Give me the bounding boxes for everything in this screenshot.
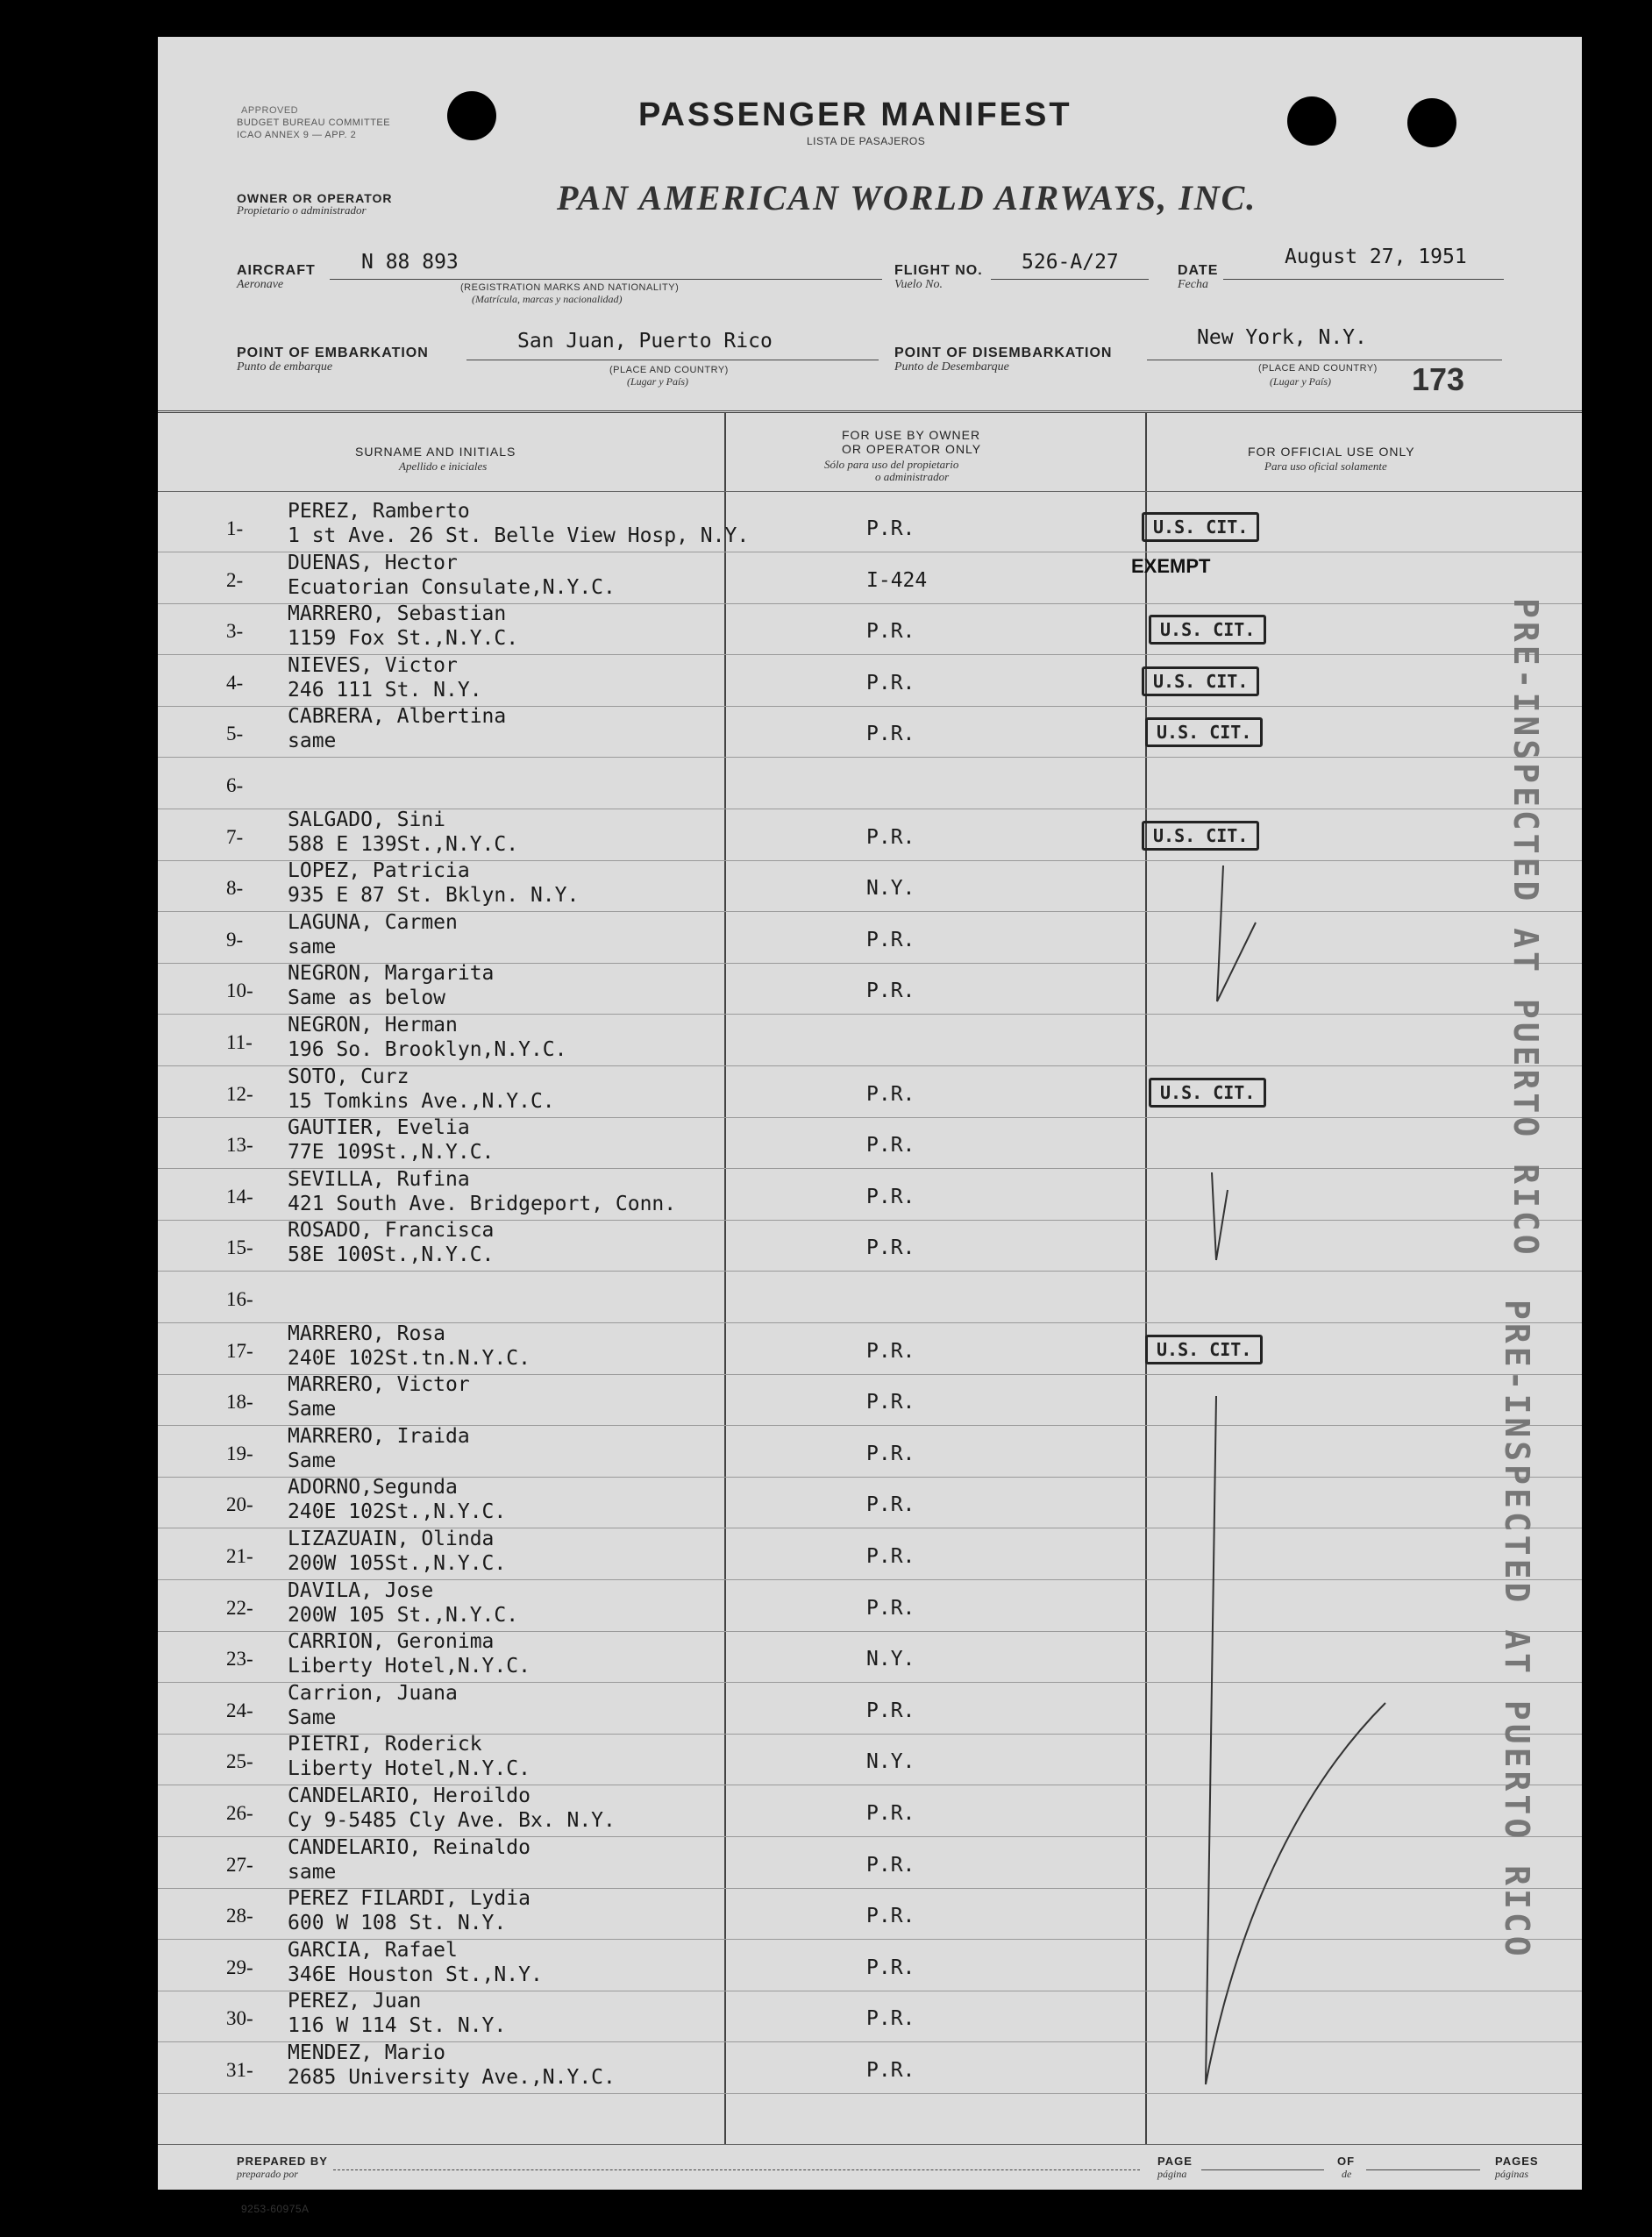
manifest-sheet xyxy=(158,37,1582,2215)
row-number: 31- xyxy=(226,2059,253,2081)
passenger-address: 2685 University Ave.,N.Y.C. xyxy=(288,2066,616,2089)
passenger-address: Same xyxy=(288,1706,337,1729)
passenger-name: LIZAZUAIN, Olinda xyxy=(288,1528,495,1550)
passenger-name: LOPEZ, Patricia xyxy=(288,859,470,882)
prepared-underline xyxy=(333,2169,1140,2170)
passenger-address: 346E Houston St.,N.Y. xyxy=(288,1963,543,1986)
check-mark-2 xyxy=(1212,1172,1228,1260)
operator-code: P.R. xyxy=(866,1956,915,1979)
approval-line-1: APPROVED xyxy=(241,105,299,116)
flight-sub: Vuelo No. xyxy=(894,278,943,291)
operator-code: P.R. xyxy=(866,672,915,695)
embark-place-note-1: (PLACE AND COUNTRY) xyxy=(609,365,729,375)
us-citizen-stamp: U.S. CIT. xyxy=(1149,615,1266,645)
passenger-address: 1 st Ave. 26 St. Belle View Hosp, N.Y. xyxy=(288,524,750,547)
row-number: 24- xyxy=(226,1699,253,1721)
row-number: 22- xyxy=(226,1597,253,1619)
page-underline xyxy=(1201,2169,1324,2170)
operator-code: I-424 xyxy=(866,569,928,592)
owner-label: OWNER OR OPERATOR xyxy=(237,191,393,205)
passenger-name: PIETRI, Roderick xyxy=(288,1733,482,1756)
col-header-operator-1: FOR USE BY OWNER xyxy=(842,428,981,442)
passenger-name: CANDELARIO, Reinaldo xyxy=(288,1836,530,1859)
row-number: 2- xyxy=(226,569,244,591)
exempt-stamp: EXEMPT xyxy=(1131,555,1211,577)
operator-code: P.R. xyxy=(866,1802,915,1825)
page-sub: página xyxy=(1157,2168,1187,2180)
passenger-name: DUENAS, Hector xyxy=(288,552,458,574)
operator-code: N.Y. xyxy=(866,1750,915,1773)
disembarkation-sub: Punto de Desembarque xyxy=(894,360,1009,374)
date-sub: Fecha xyxy=(1178,278,1208,291)
row-number: 30- xyxy=(226,2007,253,2029)
col-header-operator-sub-1: Sólo para uso del propietario xyxy=(824,458,959,471)
col-header-operator-sub-2: o administrador xyxy=(875,470,950,483)
col-header-official: FOR OFFICIAL USE ONLY xyxy=(1248,445,1415,459)
disembark-place-note-1: (PLACE AND COUNTRY) xyxy=(1258,363,1378,374)
passenger-address: Cy 9-5485 Cly Ave. Bx. N.Y. xyxy=(288,1809,616,1832)
operator-code: P.R. xyxy=(866,929,915,951)
us-citizen-stamp: U.S. CIT. xyxy=(1149,1078,1266,1108)
col-header-official-sub: Para uso oficial solamente xyxy=(1264,460,1387,473)
operator-code: P.R. xyxy=(866,1083,915,1106)
operator-code: P.R. xyxy=(866,2059,915,2082)
row-number: 29- xyxy=(226,1956,253,1978)
passenger-name: SEVILLA, Rufina xyxy=(288,1168,470,1191)
check-marks xyxy=(158,37,1582,2190)
passenger-address: 1159 Fox St.,N.Y.C. xyxy=(288,627,519,650)
operator-code: P.R. xyxy=(866,1186,915,1208)
table-bottom-rule xyxy=(158,2144,1582,2145)
of-sub: de xyxy=(1342,2168,1352,2180)
aircraft-label: AIRCRAFT xyxy=(237,263,316,278)
embarkation-value: San Juan, Puerto Rico xyxy=(517,330,773,353)
row-number: 23- xyxy=(226,1648,253,1670)
row-number: 19- xyxy=(226,1443,253,1464)
operator-code: P.R. xyxy=(866,1443,915,1465)
page-title-sub: LISTA DE PASAJEROS xyxy=(807,135,926,147)
passenger-address: 58E 100St.,N.Y.C. xyxy=(288,1243,495,1266)
passenger-address: same xyxy=(288,1861,337,1884)
row-number: 27- xyxy=(226,1854,253,1876)
us-citizen-stamp: U.S. CIT. xyxy=(1142,821,1259,851)
passenger-name: NEGRON, Margarita xyxy=(288,962,495,985)
aircraft-value: N 88 893 xyxy=(361,251,459,274)
passenger-address: 15 Tomkins Ave.,N.Y.C. xyxy=(288,1090,555,1113)
row-number: 15- xyxy=(226,1236,253,1258)
passenger-address: 588 E 139St.,N.Y.C. xyxy=(288,833,519,856)
row-number: 25- xyxy=(226,1750,253,1772)
sheet-number: 173 xyxy=(1412,361,1465,397)
operator-code: P.R. xyxy=(866,1340,915,1363)
passenger-name: DAVILA, Jose xyxy=(288,1579,434,1602)
row-number: 11- xyxy=(226,1031,253,1053)
operator-code: P.R. xyxy=(866,1597,915,1620)
row-number: 28- xyxy=(226,1905,253,1927)
row-number: 14- xyxy=(226,1186,253,1208)
pre-inspected-stamp-upper: PRE-INSPECTED AT PUERTO RICO xyxy=(1506,598,1545,1258)
passenger-address: 935 E 87 St. Bklyn. N.Y. xyxy=(288,884,580,907)
col-header-surname-sub: Apellido e iniciales xyxy=(399,460,488,473)
passenger-name: CARRION, Geronima xyxy=(288,1630,495,1653)
aircraft-note-1: (REGISTRATION MARKS AND NATIONALITY) xyxy=(460,282,680,293)
us-citizen-stamp: U.S. CIT. xyxy=(1145,717,1263,747)
passenger-name: Carrion, Juana xyxy=(288,1682,458,1705)
passenger-name: PEREZ, Ramberto xyxy=(288,500,470,523)
row-number: 10- xyxy=(226,980,253,1001)
passenger-name: MARRERO, Sebastian xyxy=(288,602,507,625)
passenger-name: NEGRON, Herman xyxy=(288,1014,458,1037)
disembark-place-note-2: (Lugar y País) xyxy=(1270,375,1331,388)
disembarkation-label: POINT OF DISEMBARKATION xyxy=(894,346,1113,360)
operator-code: P.R. xyxy=(866,826,915,849)
operator-code: P.R. xyxy=(866,1854,915,1877)
passenger-address: Same xyxy=(288,1450,337,1472)
aircraft-sub: Aeronave xyxy=(237,278,284,291)
prepared-label: PREPARED BY xyxy=(237,2155,328,2168)
row-number: 6- xyxy=(226,774,244,796)
operator-code: N.Y. xyxy=(866,1648,915,1671)
passenger-name: LAGUNA, Carmen xyxy=(288,911,458,934)
passenger-name: ROSADO, Francisca xyxy=(288,1219,495,1242)
row-number: 17- xyxy=(226,1340,253,1362)
approval-line-2: BUDGET BUREAU COMMITTEE xyxy=(237,118,391,128)
row-number: 13- xyxy=(226,1134,253,1156)
us-citizen-stamp: U.S. CIT. xyxy=(1145,1335,1263,1364)
passenger-address: 240E 102St.tn.N.Y.C. xyxy=(288,1347,530,1370)
form-number: 9253-60975A xyxy=(241,2203,310,2215)
of-label: OF xyxy=(1337,2155,1356,2168)
operator-code: P.R. xyxy=(866,1493,915,1516)
passenger-name: MARRERO, Iraida xyxy=(288,1425,470,1448)
row-number: 7- xyxy=(226,826,244,848)
passenger-name: MARRERO, Victor xyxy=(288,1373,470,1396)
prepared-sub: preparado por xyxy=(237,2168,298,2180)
embarkation-label: POINT OF EMBARKATION xyxy=(237,346,429,360)
passenger-address: 240E 102St.,N.Y.C. xyxy=(288,1500,507,1523)
operator-code: N.Y. xyxy=(866,877,915,900)
passenger-address: 200W 105St.,N.Y.C. xyxy=(288,1552,507,1575)
passenger-name: ADORNO,Segunda xyxy=(288,1476,458,1499)
col-header-surname: SURNAME AND INITIALS xyxy=(355,445,516,459)
check-mark-3 xyxy=(1206,1396,1385,2084)
of-underline xyxy=(1366,2169,1480,2170)
row-number: 12- xyxy=(226,1083,253,1105)
approval-line-3: ICAO ANNEX 9 — APP. 2 xyxy=(237,130,357,140)
passenger-name: NIEVES, Victor xyxy=(288,654,458,677)
punch-hole-left xyxy=(96,91,146,140)
passenger-name: PEREZ FILARDI, Lydia xyxy=(288,1887,530,1910)
row-number: 18- xyxy=(226,1391,253,1413)
passenger-address: Same as below xyxy=(288,987,446,1009)
operator-code: P.R. xyxy=(866,1134,915,1157)
us-citizen-stamp: U.S. CIT. xyxy=(1142,666,1259,696)
row-number: 4- xyxy=(226,672,244,694)
check-mark-1 xyxy=(1217,866,1256,1001)
passenger-name: PEREZ, Juan xyxy=(288,1990,422,2013)
owner-value: PAN AMERICAN WORLD AIRWAYS, INC. xyxy=(557,178,1257,217)
passenger-address: 421 South Ave. Bridgeport, Conn. xyxy=(288,1193,677,1215)
passenger-address: Liberty Hotel,N.Y.C. xyxy=(288,1655,530,1678)
passenger-address: Same xyxy=(288,1398,337,1421)
aircraft-note-2: (Matrícula, marcas y nacionalidad) xyxy=(472,293,623,305)
page-label: PAGE xyxy=(1157,2155,1193,2168)
date-value: August 27, 1951 xyxy=(1285,246,1467,268)
col-header-operator-2: OR OPERATOR ONLY xyxy=(842,442,982,456)
passenger-name: GARCIA, Rafael xyxy=(288,1939,458,1962)
passenger-address: 196 So. Brooklyn,N.Y.C. xyxy=(288,1038,567,1061)
passenger-address: same xyxy=(288,936,337,958)
passenger-name: MENDEZ, Mario xyxy=(288,2041,446,2064)
passenger-address: 77E 109St.,N.Y.C. xyxy=(288,1141,495,1164)
operator-code: P.R. xyxy=(866,1699,915,1722)
row-number: 9- xyxy=(226,929,244,951)
pages-label: PAGES xyxy=(1495,2155,1539,2168)
owner-sub: Propietario o administrador xyxy=(237,203,367,217)
page-title: PASSENGER MANIFEST xyxy=(638,96,1072,133)
passenger-name: CABRERA, Albertina xyxy=(288,705,507,728)
row-number: 8- xyxy=(226,877,244,899)
passenger-name: SALGADO, Sini xyxy=(288,809,446,831)
passenger-name: MARRERO, Rosa xyxy=(288,1322,446,1345)
row-number: 16- xyxy=(226,1288,253,1310)
passenger-address: 246 111 St. N.Y. xyxy=(288,679,482,702)
row-number: 5- xyxy=(226,723,244,744)
disembarkation-value: New York, N.Y. xyxy=(1197,326,1367,349)
passenger-name: GAUTIER, Evelia xyxy=(288,1116,470,1139)
embarkation-sub: Punto de embarque xyxy=(237,360,333,374)
row-number: 26- xyxy=(226,1802,253,1824)
passenger-address: same xyxy=(288,730,337,752)
operator-code: P.R. xyxy=(866,2007,915,2030)
passenger-address: 116 W 114 St. N.Y. xyxy=(288,2014,507,2037)
operator-code: P.R. xyxy=(866,517,915,540)
operator-code: P.R. xyxy=(866,1545,915,1568)
operator-code: P.R. xyxy=(866,980,915,1002)
passenger-address: Liberty Hotel,N.Y.C. xyxy=(288,1757,530,1780)
pages-sub: páginas xyxy=(1495,2168,1529,2180)
embark-place-note-2: (Lugar y País) xyxy=(627,375,688,388)
operator-code: P.R. xyxy=(866,620,915,643)
pre-inspected-stamp-lower: PRE-INSPECTED AT PUERTO RICO xyxy=(1498,1300,1536,1960)
operator-code: P.R. xyxy=(866,1905,915,1927)
operator-code: P.R. xyxy=(866,1236,915,1259)
row-number: 21- xyxy=(226,1545,253,1567)
row-number: 3- xyxy=(226,620,244,642)
passenger-name: SOTO, Curz xyxy=(288,1065,409,1088)
operator-code: P.R. xyxy=(866,723,915,745)
passenger-address: 600 W 108 St. N.Y. xyxy=(288,1912,507,1934)
flight-label: FLIGHT NO. xyxy=(894,263,983,278)
operator-code: P.R. xyxy=(866,1391,915,1414)
passenger-address: Ecuatorian Consulate,N.Y.C. xyxy=(288,576,616,599)
date-label: DATE xyxy=(1178,263,1219,278)
us-citizen-stamp: U.S. CIT. xyxy=(1142,512,1259,542)
flight-value: 526-A/27 xyxy=(1022,251,1119,274)
passenger-address: 200W 105 St.,N.Y.C. xyxy=(288,1604,519,1627)
row-number: 1- xyxy=(226,517,244,539)
passenger-name: CANDELARIO, Heroildo xyxy=(288,1785,530,1807)
row-number: 20- xyxy=(226,1493,253,1515)
